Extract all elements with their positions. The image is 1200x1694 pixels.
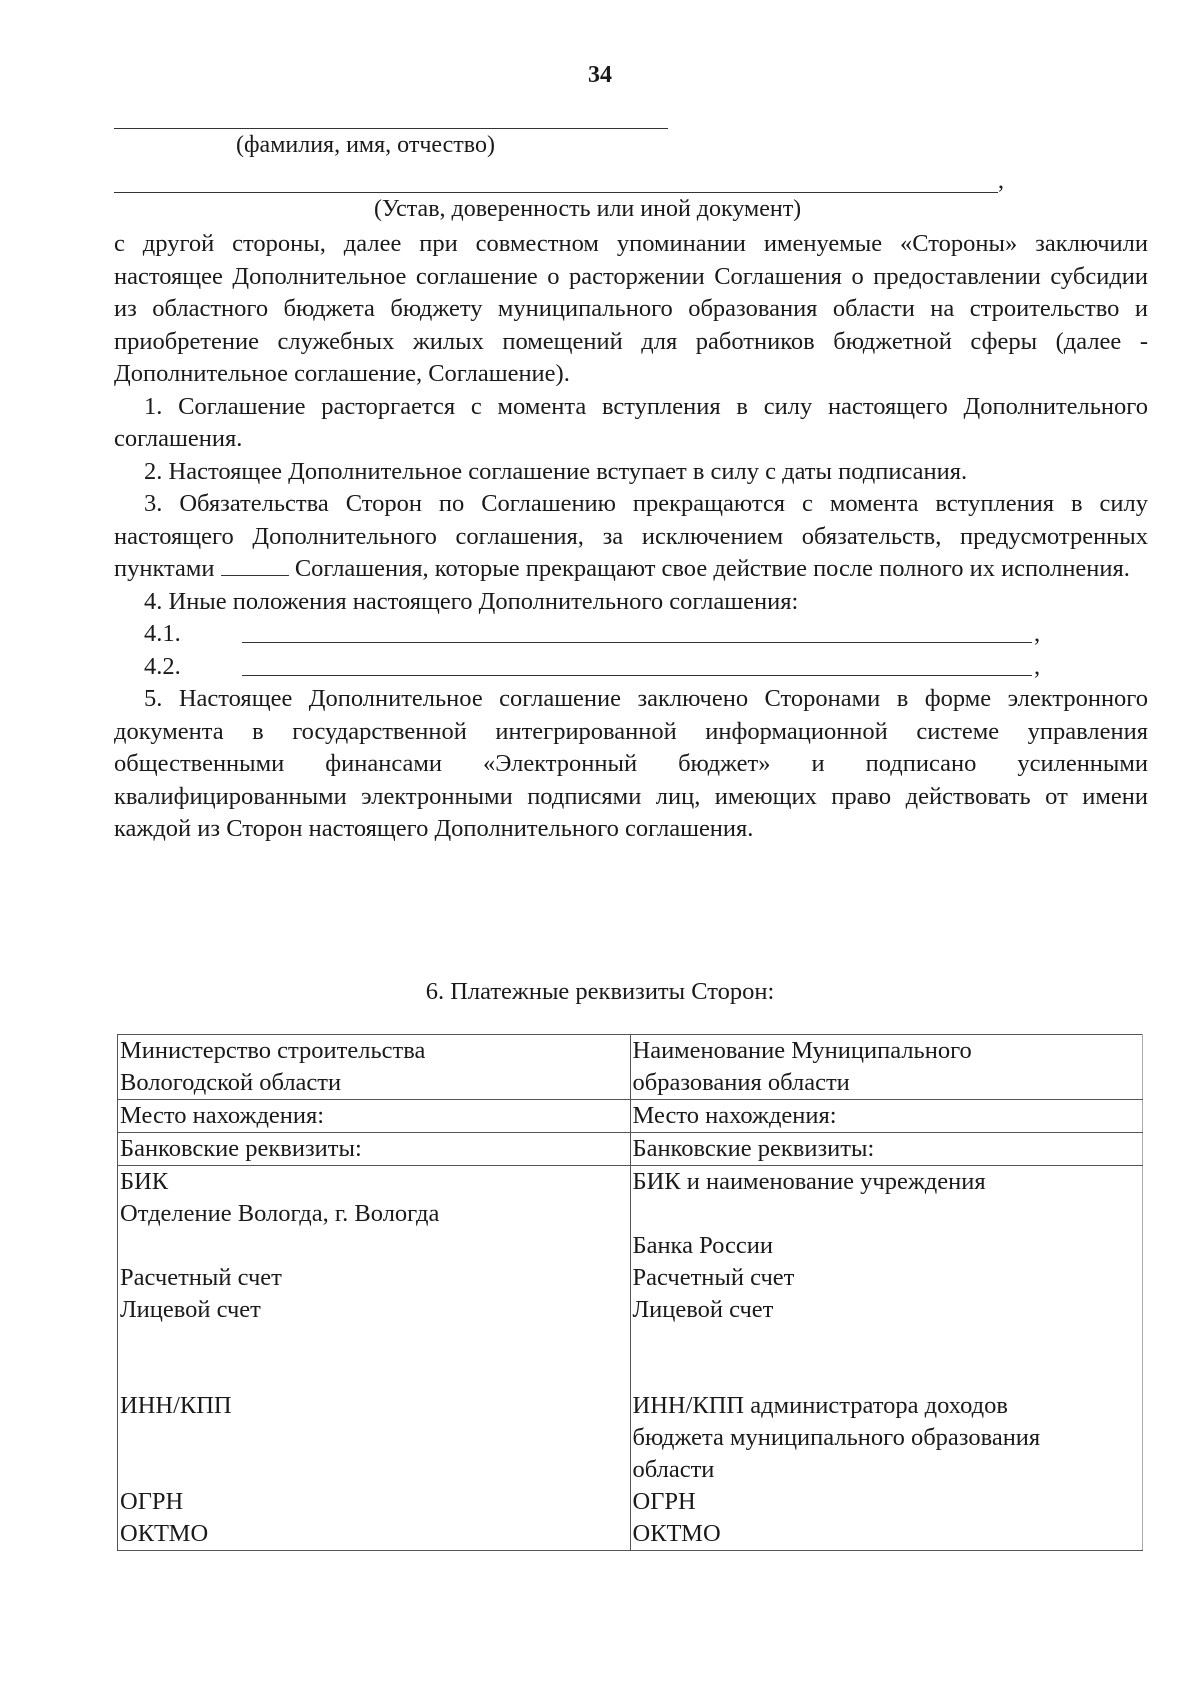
- right-location-label: Место нахождения:: [632, 1102, 837, 1129]
- right-personal-account: Лицевой счет: [632, 1296, 774, 1323]
- requisites-row-location: [118, 1100, 1143, 1133]
- left-settlement-account: Расчетный счет: [120, 1264, 282, 1291]
- requisites-row-name: [118, 1035, 1143, 1100]
- right-bik: БИК и наименование учреждения: [632, 1168, 986, 1195]
- agreement-body: [114, 228, 1148, 846]
- item-4-1-comma: ,: [1034, 620, 1041, 647]
- right-ogrn: ОГРН: [632, 1488, 696, 1515]
- intro-paragraph: с другой стороны, далее при совместном упоминании именуемые «Стороны» заключили настоящее Дополнительное соглашение о расторжении Соглашения о предоставлении субсидии из областного бюджета бюджету муниципального образования области на строительство и приобретение служебных жилых помещений для работников бюджетной сферы (далее - Дополнительное соглашение, Соглашение).: [114, 230, 1148, 387]
- item-4-1-number: 4.1.: [144, 620, 181, 647]
- right-details: [630, 1166, 1143, 1551]
- right-party-name: [630, 1035, 1143, 1100]
- item-4-2-comma: ,: [1034, 652, 1041, 680]
- right-name-line-2: образования области: [632, 1069, 850, 1096]
- item-4-1: [144, 618, 1148, 651]
- item-3-text-after: Соглашения, которые прекращают свое действие после полного их исполнения.: [288, 555, 1130, 582]
- left-branch: Отделение Вологда, г. Вологда: [120, 1200, 440, 1227]
- item-4-2-blank: [242, 675, 1032, 676]
- item-3-blank: [221, 557, 289, 576]
- left-spacer-5: [120, 1454, 628, 1486]
- right-inn-kpp-line-2: бюджета муниципального образования: [632, 1424, 1041, 1451]
- left-oktmo: ОКТМО: [120, 1520, 209, 1547]
- left-bik: БИК: [120, 1168, 169, 1195]
- fio-blank-line: [114, 128, 668, 129]
- item-1: 1. Соглашение расторгается с момента вступления в силу настоящего Дополнительного соглашения.: [114, 392, 1148, 452]
- left-spacer-2: [120, 1326, 628, 1358]
- right-bank-label: Банковские реквизиты:: [632, 1135, 875, 1162]
- right-spacer-1: [633, 1198, 1141, 1230]
- left-name-line-1: Министерство строительства: [120, 1037, 426, 1064]
- left-inn-kpp: ИНН/КПП: [120, 1392, 232, 1419]
- right-spacer-2: [633, 1326, 1141, 1358]
- item-4: 4. Иные положения настоящего Дополнительного соглашения:: [144, 587, 799, 615]
- item-4-2: [144, 651, 1148, 684]
- item-4-1-blank: [242, 642, 1032, 643]
- item-3: [114, 488, 1148, 586]
- section-6-title: 6. Платежные реквизиты Сторон:: [425, 978, 775, 1005]
- left-location: [118, 1100, 631, 1133]
- page-number: 34: [588, 62, 612, 88]
- requisites-table: [117, 1034, 1143, 1551]
- left-spacer-4: [120, 1422, 628, 1454]
- right-inn-kpp-line-3: области: [632, 1456, 715, 1483]
- right-inn-kpp-line-1: ИНН/КПП администратора доходов: [632, 1392, 1008, 1419]
- left-spacer-1: [120, 1230, 628, 1262]
- left-party-name: [118, 1035, 631, 1100]
- item-4-2-number: 4.2.: [144, 652, 181, 680]
- ustav-trailing-comma: ,: [998, 168, 1004, 194]
- right-name-line-1: Наименование Муниципального: [632, 1037, 972, 1064]
- requisites-row-bank: [118, 1133, 1143, 1166]
- left-personal-account: Лицевой счет: [120, 1296, 261, 1323]
- right-settlement-account: Расчетный счет: [632, 1264, 795, 1291]
- item-5: 5. Настоящее Дополнительное соглашение заключено Сторонами в форме электронного документа в государственной интегрированной информационной системе управления общественными финансами «Электронный бюджет» и подписано усиленными квалифицированными электронными подписями лиц, имеющих право действовать от имени каждой из Сторон настоящего Дополнительного соглашения.: [114, 685, 1148, 842]
- left-bank: [118, 1133, 631, 1166]
- ustav-blank-line: [114, 192, 998, 193]
- right-bank-russia: Банка России: [632, 1232, 773, 1259]
- item-2: 2. Настоящее Дополнительное соглашение вступает в силу с даты подписания.: [144, 457, 968, 485]
- right-spacer-3: [633, 1358, 1141, 1390]
- left-details: [118, 1166, 631, 1551]
- right-oktmo: ОКТМО: [632, 1520, 721, 1547]
- right-location: [630, 1100, 1143, 1133]
- fio-caption: (фамилия, имя, отчество): [236, 132, 495, 158]
- left-location-label: Место нахождения:: [120, 1102, 325, 1129]
- left-spacer-3: [120, 1358, 628, 1390]
- requisites-row-details: [118, 1166, 1143, 1551]
- left-bank-label: Банковские реквизиты:: [120, 1135, 362, 1162]
- item-3-text-before: 3. Обязательства Сторон по Соглашению прекращаются с момента вступления в силу настоящего Дополнительного соглашения, за исключением обязательств, предусмотренных пунктами: [114, 490, 1148, 582]
- left-ogrn: ОГРН: [120, 1488, 184, 1515]
- right-bank: [630, 1133, 1143, 1166]
- ustav-caption: (Устав, доверенность или иной документ): [374, 196, 802, 222]
- left-name-line-2: Вологодской области: [120, 1069, 342, 1096]
